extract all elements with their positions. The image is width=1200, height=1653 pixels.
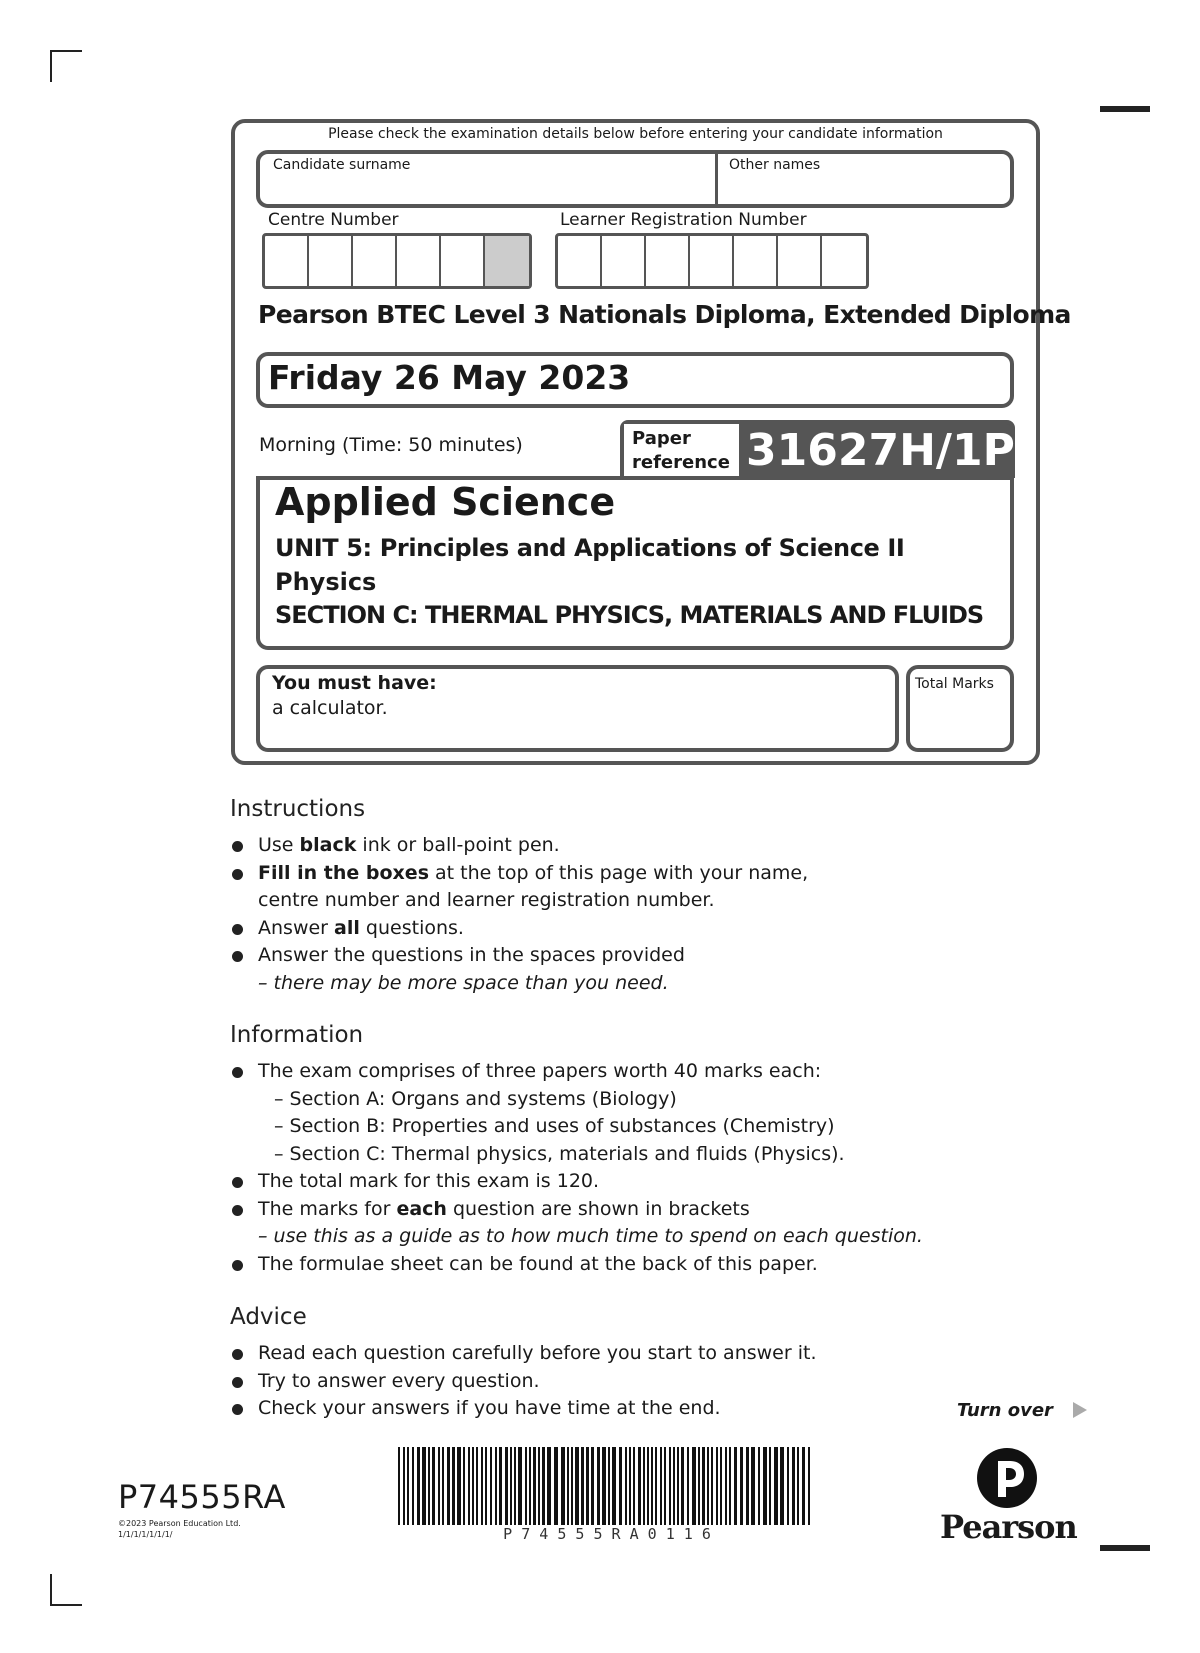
instructions-heading: Instructions: [230, 796, 366, 822]
barcode-bar: [472, 1447, 474, 1525]
exam-date: Friday 26 May 2023: [268, 358, 631, 397]
barcode-bar: [510, 1447, 512, 1525]
barcode-bar: [702, 1447, 705, 1525]
barcode-bar: [629, 1447, 631, 1525]
barcode-bar: [533, 1447, 536, 1525]
barcode-bar: [398, 1447, 400, 1525]
barcode-bar: [808, 1447, 810, 1525]
barcode-bar: [561, 1447, 565, 1525]
list-item: The marks for each question are shown in brackets – use this as a guide as to how much time to spend on each question.: [230, 1196, 1130, 1251]
barcode-bar: [734, 1447, 737, 1525]
barcode-bar: [432, 1447, 435, 1525]
information-heading: Information: [230, 1022, 364, 1048]
reg-digit-box[interactable]: [690, 236, 734, 286]
reg-digit-box[interactable]: [778, 236, 822, 286]
pearson-wordmark: Pearson: [940, 1508, 1077, 1546]
barcode-bar: [692, 1447, 696, 1525]
centre-digit-box[interactable]: [441, 236, 485, 286]
list-item: – Section B: Properties and uses of substances (Chemistry): [274, 1115, 835, 1137]
turn-over-label: Turn over: [957, 1400, 1053, 1421]
bullet-icon: [232, 869, 243, 880]
bullet-icon: [232, 1377, 243, 1388]
barcode-bar: [638, 1447, 641, 1525]
unit-title: [275, 534, 904, 562]
barcode-bar: [673, 1447, 675, 1525]
barcode: [398, 1447, 816, 1525]
list-item: – Section A: Organs and systems (Biology): [274, 1087, 677, 1110]
barcode-bar: [669, 1447, 671, 1525]
barcode-bar: [780, 1447, 784, 1525]
bullet-icon: [232, 951, 243, 962]
barcode-bar: [597, 1447, 600, 1525]
bullet-icon: [232, 1205, 243, 1216]
reg-digit-box[interactable]: [646, 236, 690, 286]
must-have-item: a calculator.: [272, 697, 388, 719]
centre-digit-box[interactable]: [397, 236, 441, 286]
barcode-bar: [651, 1447, 653, 1525]
list-item: Fill in the boxes at the top of this page with your name, centre number and learner registration number.: [230, 860, 930, 915]
bullet-icon: [232, 841, 243, 852]
crop-mark-bottom-left-h: [50, 1604, 82, 1606]
crop-mark-top-left-h: [50, 50, 82, 52]
paper-reference-label-line2: reference: [632, 452, 730, 473]
paper-reference-label: [624, 424, 739, 478]
barcode-bar: [591, 1447, 594, 1525]
barcode-bar: [774, 1447, 778, 1525]
barcode-bar: [681, 1447, 684, 1525]
learner-reg-label: Learner Registration Number: [560, 210, 807, 230]
bullet-icon: [232, 1067, 243, 1078]
centre-digit-box[interactable]: [309, 236, 353, 286]
crop-mark-bottom-left-v: [50, 1574, 52, 1606]
candidate-surname-field[interactable]: Candidate surname: [273, 157, 411, 173]
barcode-bar: [529, 1447, 531, 1525]
barcode-bar: [575, 1447, 579, 1525]
barcode-bar: [412, 1447, 414, 1525]
total-marks-label: Total Marks: [915, 676, 994, 692]
barcode-bar: [499, 1447, 502, 1525]
barcode-bar: [422, 1447, 426, 1525]
barcode-bar: [792, 1447, 795, 1525]
barcode-bar: [485, 1447, 487, 1525]
barcode-bar: [407, 1447, 409, 1525]
barcode-bar: [660, 1447, 662, 1525]
barcode-bar: [716, 1447, 718, 1525]
edge-mark-bottom-right: [1100, 1545, 1150, 1551]
barcode-bar: [428, 1447, 430, 1525]
barcode-bar: [619, 1447, 622, 1525]
reg-digit-box[interactable]: [558, 236, 602, 286]
barcode-bar: [711, 1447, 713, 1525]
list-item: Check your answers if you have time at the end.: [230, 1395, 930, 1423]
barcode-bar: [468, 1447, 470, 1525]
subject-title: Applied Science: [275, 480, 616, 524]
list-item: The formulae sheet can be found at the back of this paper.: [230, 1251, 1130, 1279]
barcode-bar: [476, 1447, 478, 1525]
barcode-bar: [763, 1447, 767, 1525]
list-item: – Section C: Thermal physics, materials and fluids (Physics).: [274, 1142, 845, 1165]
instructions-list: [230, 832, 930, 997]
other-names-field[interactable]: Other names: [729, 157, 821, 173]
barcode-bar: [547, 1447, 551, 1525]
reg-digit-box[interactable]: [602, 236, 646, 286]
barcode-bar: [514, 1447, 516, 1525]
barcode-bar: [602, 1447, 606, 1525]
name-divider: [715, 150, 718, 208]
list-item: The total mark for this exam is 120.: [230, 1168, 1130, 1196]
turn-over: [957, 1400, 1087, 1421]
barcode-bar: [403, 1447, 405, 1525]
barcode-bar: [655, 1447, 657, 1525]
barcode-bar: [787, 1447, 789, 1525]
barcode-bar: [452, 1447, 455, 1525]
unit-name: Principles and Applications of Science II: [379, 534, 905, 562]
barcode-bar: [438, 1447, 440, 1525]
barcode-bar: [677, 1447, 679, 1525]
check-notice: Please check the examination details below before entering your candidate information: [328, 126, 943, 142]
advice-list: [230, 1340, 930, 1423]
centre-number-boxes[interactable]: [262, 233, 532, 289]
copyright: ©2023 Pearson Education Ltd.: [118, 1519, 241, 1528]
barcode-bar: [554, 1447, 558, 1525]
centre-digit-box[interactable]: [353, 236, 397, 286]
paper-code: P74555RA: [118, 1478, 286, 1516]
barcode-bar: [447, 1447, 450, 1525]
reg-digit-box[interactable]: [822, 236, 866, 286]
centre-number-label: Centre Number: [268, 210, 399, 230]
barcode-bar: [625, 1447, 627, 1525]
barcode-bar: [417, 1447, 420, 1525]
list-item: The exam comprises of three papers worth 40 marks each:: [230, 1058, 1130, 1086]
barcode-bar: [758, 1447, 760, 1525]
bullet-icon: [232, 1260, 243, 1271]
list-item: Answer the questions in the spaces provided – there may be more space than you need.: [230, 942, 930, 997]
barcode-bar: [687, 1447, 689, 1525]
barcode-bar: [608, 1447, 610, 1525]
must-have-label: You must have:: [272, 672, 437, 694]
advice-heading: Advice: [230, 1304, 307, 1330]
barcode-bar: [802, 1447, 805, 1525]
bullet-icon: [232, 924, 243, 935]
barcode-bar: [442, 1447, 444, 1525]
barcode-bar: [463, 1447, 465, 1525]
barcode-bar: [643, 1447, 645, 1525]
barcode-bar: [751, 1447, 755, 1525]
barcode-bar: [567, 1447, 569, 1525]
barcode-bar: [581, 1447, 584, 1525]
barcode-bar: [518, 1447, 522, 1525]
crop-mark-top-left-v: [50, 50, 52, 82]
discipline-title: Physics: [275, 568, 377, 596]
list-item: Answer all questions.: [230, 915, 930, 943]
barcode-bar: [664, 1447, 666, 1525]
bullet-icon: [232, 1177, 243, 1188]
barcode-bar: [769, 1447, 771, 1525]
barcode-bar: [647, 1447, 649, 1525]
qualification-title: Pearson BTEC Level 3 Nationals Diploma, Extended Diploma: [258, 300, 1071, 329]
barcode-bar: [586, 1447, 589, 1525]
paper-reference-label-line1: Paper: [632, 428, 691, 449]
unit-prefix: UNIT 5:: [275, 534, 380, 562]
barcode-bar: [490, 1447, 492, 1525]
barcode-bar: [457, 1447, 461, 1525]
bullet-icon: [232, 1349, 243, 1360]
reg-digit-box[interactable]: [734, 236, 778, 286]
section-title: SECTION C: THERMAL PHYSICS, MATERIALS AND FLUIDS: [275, 601, 984, 629]
barcode-bar: [707, 1447, 709, 1525]
learner-reg-boxes[interactable]: [555, 233, 869, 289]
barcode-bar: [698, 1447, 700, 1525]
paper-reference-code: 31627H/1P: [746, 425, 1015, 476]
play-arrow-icon: [1073, 1402, 1087, 1418]
barcode-bar: [729, 1447, 731, 1525]
barcode-bar: [542, 1447, 545, 1525]
barcode-bar: [746, 1447, 749, 1525]
exam-session: Morning (Time: 50 minutes): [259, 434, 523, 456]
barcode-bar: [481, 1447, 483, 1525]
centre-digit-box[interactable]: [265, 236, 309, 286]
barcode-bar: [797, 1447, 799, 1525]
barcode-bar: [525, 1447, 527, 1525]
centre-digit-box-shaded: [485, 236, 529, 286]
barcode-bar: [538, 1447, 540, 1525]
barcode-bar: [720, 1447, 722, 1525]
barcode-bar: [725, 1447, 727, 1525]
barcode-text: P 7 4 5 5 5 R A 0 1 1 6: [503, 1525, 711, 1543]
barcode-bar: [495, 1447, 497, 1525]
print-code: 1/1/1/1/1/1/1/: [118, 1530, 173, 1539]
barcode-bar: [740, 1447, 743, 1525]
information-list: [230, 1058, 1130, 1278]
paper-reference-box: [620, 420, 1015, 478]
barcode-bar: [571, 1447, 573, 1525]
list-item: Read each question carefully before you start to answer it.: [230, 1340, 930, 1368]
barcode-bar: [612, 1447, 616, 1525]
bullet-icon: [232, 1404, 243, 1415]
pearson-logo-icon: [976, 1447, 1038, 1509]
barcode-bar: [505, 1447, 508, 1525]
list-item: Try to answer every question.: [230, 1368, 930, 1396]
edge-mark-top-right: [1100, 106, 1150, 112]
list-item: Use black ink or ball-point pen.: [230, 832, 930, 860]
barcode-bar: [633, 1447, 635, 1525]
